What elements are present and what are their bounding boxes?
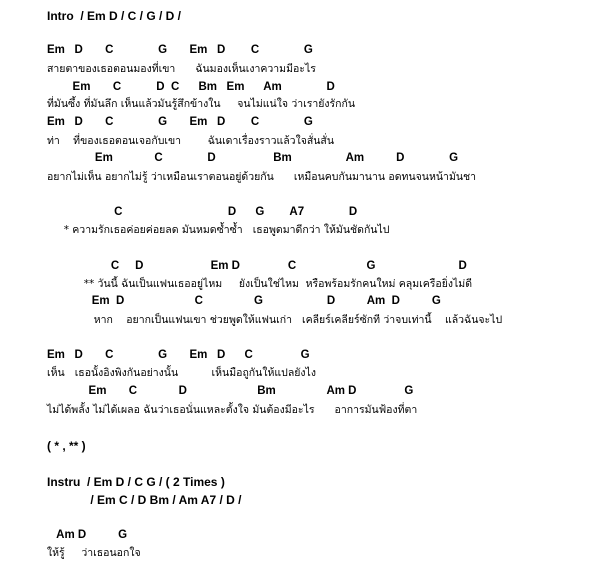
- repeat-marker: ( * , ** ): [47, 439, 86, 453]
- chord-line: Em C D C Bm Em Am D: [47, 81, 335, 93]
- chord-line: C D Em D C G D: [47, 260, 467, 272]
- lyric-line: สายตาของเธอตอนมองที่เขา ฉันมองเห็นเงาความมีอะไร: [47, 63, 316, 75]
- lyric-line: ไม่ได้พลั้ง ไม่ได้เผลอ ฉันว่าเธอนั่นแหละตั้งใจ มันต้องมีอะไร อาการมันฟ้องที่ตา: [47, 404, 418, 416]
- instrumental-line: / Em C / D Bm / Am A7 / D /: [47, 493, 242, 507]
- chord-line: Em D C G D Am D G: [47, 295, 441, 307]
- lyric-line: หาก อยากเป็นแฟนเขา ช่วยพูดให้แฟนเก่า เคลียร์เคลียร์ซักที ว่าจบเท่านี้ แล้วฉันจะไป: [47, 314, 503, 326]
- chord-line: Em C D Bm Am D G: [47, 385, 414, 397]
- lyric-line: เห็น เธอนั้งอิงพิงกันอย่างนั้น เห็นมือถูกันให้แปลยังไง: [47, 367, 316, 379]
- instrumental-line: Instru / Em D / C G / ( 2 Times ): [47, 475, 225, 489]
- chord-line: Em C D Bm Am D G: [47, 152, 459, 164]
- chord-line: Em D C G Em D C G: [47, 349, 310, 361]
- chord-line: Em D C G Em D C G: [47, 116, 313, 128]
- lyric-line: อยากไม่เห็น อยากไม่รู้ ว่าเหมือนเราตอนอยู่ด้วยกัน เหมือนคบกันมานาน อดทนจนหน้ามันชา: [47, 171, 477, 183]
- chord-line: C D G A7 D: [47, 206, 358, 218]
- chord-line: Em D C G Em D C G: [47, 44, 313, 56]
- lyric-line: ** วันนี้ ฉันเป็นแฟนเธออยู่ไหม ยังเป็นใช่ไหม หรือพร้อมรักคนใหม่ คลุมเครือยิ่งไม่ดี: [47, 278, 473, 290]
- lyric-line: ให้รู้ ว่าเธอนอกใจ: [47, 547, 141, 559]
- lyric-line: ท่า ที่ของเธอตอนเจอกับเขา ฉันเดาเรื่องราวแล้วใจสั่นสั่น: [47, 135, 335, 147]
- chord-line: Am D G: [47, 529, 128, 541]
- lyric-line: ที่มันซึ้ง ที่มันลึก เห็นแล้วมันรู้สึกข้างใน จนไม่แน่ใจ ว่าเรายังรักกัน: [47, 98, 356, 110]
- lyric-line: * ความรักเธอค่อยค่อยลด มันหมดซ้ำซ้ำ เธอพูดมาดีกว่า ให้มันชัดกันไป: [47, 224, 390, 236]
- intro-line: Intro / Em D / C / G / D /: [47, 9, 182, 23]
